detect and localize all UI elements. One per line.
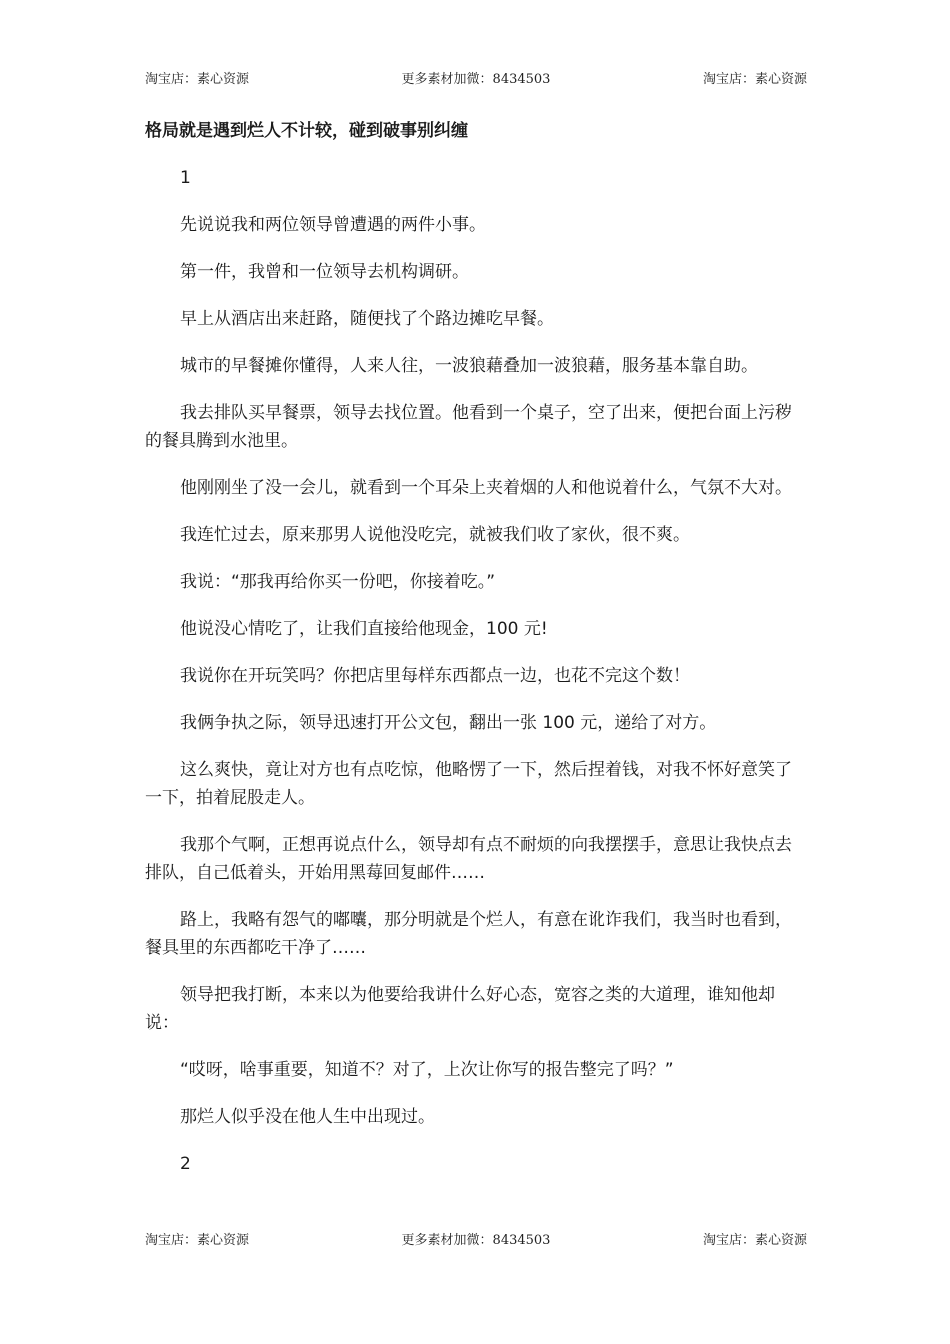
paragraph: 他刚刚坐了没一会儿，就看到一个耳朵上夹着烟的人和他说着什么，气氛不大对。 — [180, 478, 792, 498]
paragraph: 他说没心情吃了，让我们直接给他现金，100 元! — [180, 619, 548, 639]
paragraph: 这么爽快，竟让对方也有点吃惊，他略愣了一下，然后捏着钱，对我不怀好意笑了一下，拍着屁股走人。 — [145, 760, 792, 808]
paragraph: 1 — [180, 168, 191, 188]
article-title: 格局就是遇到烂人不计较，碰到破事别纠缠 — [145, 121, 468, 141]
article-body — [145, 117, 807, 1197]
paragraph: 先说说我和两位领导曾遭遇的两件小事。 — [180, 215, 486, 235]
paragraph: 领导把我打断，本来以为他要给我讲什么好心态，宽容之类的大道理，谁知他却说： — [145, 985, 775, 1033]
paragraph: 我说你在开玩笑吗？你把店里每样东西都点一边，也花不完这个数！ — [180, 666, 690, 686]
paragraph: 我连忙过去，原来那男人说他没吃完，就被我们收了家伙，很不爽。 — [180, 525, 690, 545]
paragraph: 路上，我略有怨气的嘟囔，那分明就是个烂人，有意在讹诈我们，我当时也看到，餐具里的东西都吃干净了…… — [145, 910, 792, 958]
footer-right-text: 淘宝店：素心资源 — [702, 1233, 807, 1248]
paragraph: 第一件，我曾和一位领导去机构调研。 — [180, 262, 469, 282]
paragraph: 我说：“那我再给你买一份吧，你接着吃。” — [180, 572, 496, 592]
paragraph: 2 — [180, 1154, 191, 1174]
paragraph: 我去排队买早餐票，领导去找位置。他看到一个桌子，空了出来，便把台面上污秽的餐具腾到水池里。 — [145, 403, 792, 451]
footer-left-text: 淘宝店：素心资源 — [145, 1233, 250, 1248]
paragraph: 我那个气啊，正想再说点什么，领导却有点不耐烦的向我摆摆手，意思让我快点去排队，自己低着头，开始用黑莓回复邮件…… — [145, 835, 792, 883]
paragraph: 城市的早餐摊你懂得，人来人往，一波狼藉叠加一波狼藉，服务基本靠自助。 — [180, 356, 758, 376]
footer-center-text: 更多素材加微：8434503 — [401, 1233, 551, 1248]
paragraph: 我俩争执之际，领导迅速打开公文包，翻出一张 100 元，递给了对方。 — [180, 713, 717, 733]
paragraph: 早上从酒店出来赶路，随便找了个路边摊吃早餐。 — [180, 309, 554, 329]
paragraph: 那烂人似乎没在他人生中出现过。 — [180, 1107, 435, 1127]
header-right-text: 淘宝店：素心资源 — [702, 72, 807, 87]
header-left-text: 淘宝店：素心资源 — [145, 72, 250, 87]
paragraph: “哎呀，啥事重要，知道不？对了，上次让你写的报告整完了吗？” — [180, 1060, 674, 1080]
header-center-text: 更多素材加微：8434503 — [401, 72, 551, 87]
page-footer — [145, 1229, 807, 1249]
page-header — [145, 68, 807, 88]
